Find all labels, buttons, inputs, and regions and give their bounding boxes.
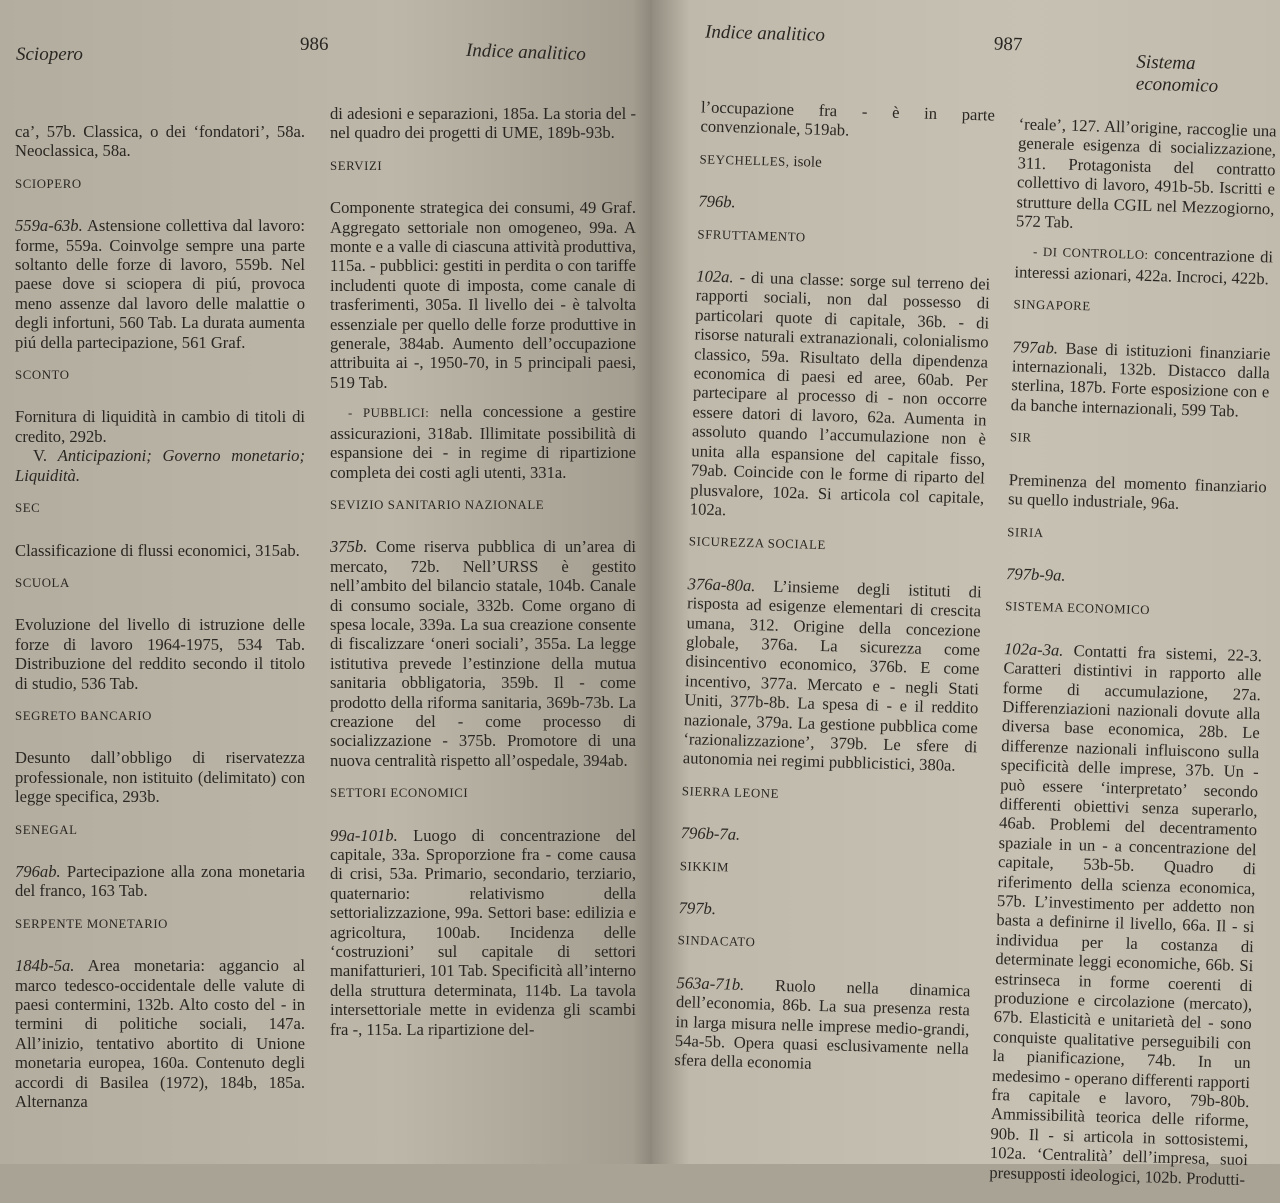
running-head-left: Sciopero bbox=[16, 44, 83, 65]
index-entry bbox=[15, 574, 305, 693]
entry-text: L’insieme degli istituti di risposta ad esigenze elementari di crescita umana, 312. Origine della concezione globale, 376a. La sicurezza come disincentivo economico, 376b. E come incentivo, 377a. Mercato e - negli Stati Uniti, 377b-8b. La spesa di - e il reddito nazionale, 379a. La gestione pubblica come ‘razionalizzazione’, 379b. Le sfere di autonomia nei regimi pubblicistici, 380a. bbox=[682, 575, 982, 776]
entry-heading-text: SEVIZIO SANITARIO NAZIONALE bbox=[330, 497, 545, 512]
entry-text: Ruolo nella dinamica dell’economia, 86b. La sua presenza resta in larga misura nelle imprese medio-grandi, 54a-5b. Opera quasi esclusivamente nella sfera della economia bbox=[674, 974, 971, 1074]
entry-body bbox=[690, 266, 991, 526]
entry-heading bbox=[15, 366, 305, 385]
entry-heading-text: SCUOLA bbox=[15, 575, 70, 590]
entry-body bbox=[700, 97, 995, 144]
index-entry bbox=[678, 857, 974, 926]
page-reference: 376a-80a. bbox=[687, 573, 756, 595]
entry-body bbox=[15, 615, 305, 693]
index-entry bbox=[15, 366, 305, 485]
page-reference: 797b. bbox=[678, 898, 717, 919]
entry-text: Astensione collettiva dal lavoro: forme, 559a. Coinvolge sempre una parte soltanto delle forze di lavoro, 559b. Nel paese dove si sciopera di piú, provoca meno assenze dal lavoro delle malattie o degli infortuni, 560 Tab. La durata aumenta piú della partecipazione, 561 Graf. bbox=[15, 216, 305, 352]
index-entry bbox=[683, 533, 983, 777]
entry-text: Desunto dall’obbligo di riservatezza professionale, non istituito (delimitato) con legge specifica, 293b. bbox=[15, 748, 305, 807]
entry-heading bbox=[330, 496, 636, 515]
page-reference: 797ab. bbox=[1012, 336, 1059, 358]
entry-heading-text: SINDACATO bbox=[677, 933, 756, 950]
entry-text: l’occupazione fra - è in parte convenzionale, 519ab. bbox=[700, 97, 996, 140]
entry-text: Componente strategica dei consumi, 49 Graf. Aggregato settoriale non omogeneo, 99a. A monte e a valle di ciascuna attività produttiva, 115a. - pubblici: gestiti in perdita o con tariffe includenti quote di imposta, come canale di trasferimenti, 305a. Il livello dei - è talvolta essenziale per quello delle forze produttive in generale, 384ab. Aumento dell’occupazione attribuita ai -, 1950-70, in 5 principali paesi, 519 Tab. bbox=[330, 198, 636, 392]
entry-heading bbox=[330, 784, 636, 803]
entry-text: Classificazione di flussi economici, 315ab. bbox=[15, 540, 300, 560]
left-page bbox=[0, 0, 652, 1164]
entry-text: Preminenza del momento finanziario su quello industriale, 96a. bbox=[1007, 469, 1267, 514]
see-also-prefix: V. bbox=[33, 446, 58, 466]
entry-heading bbox=[330, 157, 636, 176]
entry-body bbox=[330, 104, 636, 143]
entry-heading-text: SCIOPERO bbox=[15, 176, 82, 191]
page-reference: 797b-9a. bbox=[1005, 564, 1066, 585]
page-reference: 184b-5a. bbox=[15, 956, 75, 976]
entry-heading-text: SINGAPORE bbox=[1013, 297, 1092, 314]
entry-heading-text: SIRIA bbox=[1007, 524, 1044, 540]
entry-text: Evoluzione del livello di istruzione delle forze di lavoro 1964-1975, 534 Tab. Distribuzione del reddito secondo il titolo di studio, 536 Tab. bbox=[15, 615, 305, 693]
entry-body bbox=[15, 122, 305, 161]
entry-body bbox=[330, 537, 636, 770]
entry-body bbox=[683, 574, 982, 776]
page-reference: 559a-63b. bbox=[15, 216, 83, 236]
entry-body bbox=[330, 826, 636, 1039]
see-also-terms: Anticipazioni; Governo monetario; Liquidità. bbox=[15, 446, 305, 485]
index-entry bbox=[330, 104, 636, 143]
entry-body bbox=[698, 192, 992, 220]
entry-heading bbox=[1013, 295, 1271, 322]
entry-heading-text: SEC bbox=[15, 501, 41, 516]
entry-text: Base di istituzioni finanziarie internazionali, 132b. Distacco dalla sterlina, 187b. Forte esposizione con e da banche internazionali, 599 Tab. bbox=[1010, 338, 1271, 421]
entry-heading bbox=[15, 175, 305, 194]
sub-entry bbox=[330, 402, 636, 482]
entry-heading bbox=[1007, 523, 1265, 550]
entry-heading bbox=[677, 931, 971, 959]
index-entry bbox=[698, 150, 994, 219]
entry-heading bbox=[15, 574, 305, 593]
entry-heading-text: SERVIZI bbox=[330, 158, 383, 173]
entry-heading-text: SICUREZZA SOCIALE bbox=[688, 534, 827, 553]
index-entry bbox=[700, 97, 995, 144]
index-column bbox=[989, 114, 1277, 1203]
entry-text: Luogo di concentrazione del capitale, 33a. Sproporzione fra - come causa di crisi, 53a. Primario, secondario, terziario, quaternario: relativismo della settorializzazione, 99a. Settori base: edilizia e agricoltura, 100ab. Incidenza delle ‘costruzioni’ sul capitale di settori manifatturieri, 101 Tab. Specificità all’interno della struttura determinata, 114b. La tavola intersettoriale mette in evidenza gli scambi fra -, 115a. La ripartizione del- bbox=[330, 825, 636, 1039]
entry-heading bbox=[1010, 428, 1268, 455]
entry-heading bbox=[680, 857, 974, 885]
entry-heading bbox=[697, 225, 991, 253]
index-entry bbox=[330, 157, 636, 482]
entry-text: ‘reale’, 127. All’origine, raccoglie una generale esigenza di socializzazione, 311. Protagonista del contratto collettivo di lavoro, 491b-5b. Iscritti e strutture della CGIL nel Mezzogiorno, 572 Tab. bbox=[1015, 114, 1277, 232]
entry-heading-text: SIKKIM bbox=[679, 858, 730, 875]
entry-body bbox=[15, 541, 305, 560]
entry-body bbox=[678, 898, 972, 926]
page-reference: 102a-3a. bbox=[1003, 638, 1064, 660]
index-column bbox=[674, 97, 995, 1092]
entry-heading-text: SCONTO bbox=[15, 368, 70, 383]
entry-text: Area monetaria: aggancio al marco tedesco-occidentale delle valute di paesi contermini, 132b. Alto costo del - in termini di politiche sociali, 147a. All’inizio, tentativo abortito di Unione monetaria europea, 160a. Contenuto degli accordi di Basilea (1972), 184b, 185a. Alternanza bbox=[15, 956, 305, 1112]
index-entry bbox=[15, 707, 305, 807]
entry-heading-text: SIERRA LEONE bbox=[681, 783, 780, 801]
index-column bbox=[330, 104, 636, 1053]
entry-body bbox=[680, 823, 974, 851]
entry-heading bbox=[15, 821, 305, 840]
entry-heading bbox=[689, 533, 983, 561]
page-reference: 796b. bbox=[698, 191, 736, 212]
entry-text: - di una classe: sorge sul terreno dei rapporti sociali, non dal possesso di particolari quote di capitale, 36b. - di risorse naturali extranazionali, colonialismo classico, 59a. Risultato della dipendenza economica di paesi ed aree, 60ab. Per partecipare al processo di - non occorre essere datori di lavoro, 62a. Aumenta in assoluto quando l’accumulazione non è unita alla espansione del capitale fisso, 79ab. Coincide con le forme di riparto del plusvalore, 102a. Si articola col capitale, 102a. bbox=[689, 267, 991, 520]
page-reference: 563a-71b. bbox=[676, 972, 745, 994]
index-entry bbox=[15, 122, 305, 161]
running-head-right: Sistema economico bbox=[1135, 51, 1219, 97]
index-entry bbox=[330, 784, 636, 1039]
sub-entry-heading: - PUBBLICI: bbox=[348, 406, 430, 421]
page-reference: 796b-7a. bbox=[680, 823, 741, 844]
index-entry bbox=[674, 931, 972, 1078]
index-entry bbox=[1006, 523, 1266, 591]
entry-body bbox=[1016, 114, 1277, 238]
entry-heading-text: SISTEMA ECONOMICO bbox=[1005, 599, 1151, 618]
entry-heading-text: SFRUTTAMENTO bbox=[697, 226, 806, 245]
entry-body bbox=[330, 198, 636, 392]
entry-body bbox=[15, 862, 305, 901]
entry-heading bbox=[1005, 597, 1263, 624]
sub-entry-heading: - DI CONTROLLO: bbox=[1032, 245, 1149, 263]
index-entry bbox=[15, 175, 305, 352]
entry-body bbox=[15, 748, 305, 806]
index-entry bbox=[1008, 428, 1268, 515]
index-column bbox=[15, 122, 305, 1125]
index-entry bbox=[15, 821, 305, 901]
page-number: 986 bbox=[300, 34, 329, 55]
entry-body bbox=[989, 639, 1262, 1189]
entry-body bbox=[1006, 564, 1264, 591]
see-also bbox=[15, 446, 305, 485]
entry-text: ca’, 57b. Classica, o dei ‘fondatori’, 58a. Neoclassica, 58a. bbox=[15, 122, 305, 161]
sub-entry bbox=[1014, 241, 1273, 289]
entry-text: Partecipazione alla zona monetaria del franco, 163 Tab. bbox=[15, 861, 305, 901]
entry-body bbox=[1008, 470, 1267, 516]
entry-heading bbox=[699, 150, 993, 178]
index-entry bbox=[330, 496, 636, 770]
entry-heading bbox=[15, 707, 305, 726]
page-reference: 102a. bbox=[696, 266, 734, 287]
entry-text: di adesioni e separazioni, 185a. La storia del - nel quadro dei progetti di UME, 189b-93b. bbox=[330, 104, 636, 143]
entry-heading bbox=[15, 915, 305, 934]
page-number: 987 bbox=[993, 33, 1023, 56]
index-entry bbox=[1011, 295, 1272, 421]
entry-body bbox=[674, 973, 971, 1078]
page-reference: 375b. bbox=[330, 537, 368, 557]
entry-body bbox=[15, 407, 305, 446]
entry-heading bbox=[15, 499, 305, 518]
entry-heading-text: SENEGAL bbox=[15, 822, 78, 837]
entry-heading bbox=[682, 782, 976, 810]
entry-body bbox=[1011, 337, 1271, 422]
entry-text: Contatti fra sistemi, 22-3. Caratteri distintivi in rapporto alle forme di accumulazione, 27a. Differenziazioni nazionali dovute alla diversa base economica, 28b. Le differenze nazionali influiscono sulla specificità delle imprese, 37b. Un - può essere ‘interpretato’ secondo differenti obiettivi senza superarlo, 46ab. Problemi del decentramento spaziale in un - a concentrazione del capitale, 53b-5b. Quadro di riferimento della scienza economica, 57b. L’investimento per addetto non basta a definirne il livello, 66a. Il - si individua per la costanza di determinate leggi economiche, 66b. Si estrinseca in forme coerenti di produzione e circolazione (mercato), 67b. Elasticità e unitarietà del - sono conquiste qualitative perseguibili con la pianificazione, 74b. In un medesimo - operano differenti rapporti fra capitale e lavoro, 79b-80b. Ammissibilità teorica delle riforme, 90b. Il - si articola in sottosistemi, 102a. ‘Centralità’ dell’impresa, suoi presupposti ideologici, 102b. Produtti- bbox=[989, 640, 1263, 1189]
page-reference: 99a-101b. bbox=[330, 825, 398, 845]
index-entry bbox=[1014, 114, 1277, 288]
entry-body bbox=[15, 216, 305, 352]
entry-body bbox=[15, 956, 305, 1111]
page-reference: 796ab. bbox=[15, 861, 61, 881]
index-entry bbox=[690, 225, 992, 527]
index-entry bbox=[680, 782, 976, 851]
entry-heading-text: SEGRETO BANCARIO bbox=[15, 708, 152, 723]
index-entry bbox=[989, 597, 1263, 1189]
sub-entry-text: nella concessione a gestire assicurazioni, 318ab. Illimitate possibilità di espansione dei - in regime di ripartizione completa dei costi agli utenti, 331a. bbox=[330, 402, 636, 482]
running-head-right: Indice analitico bbox=[465, 39, 587, 66]
entry-text: Come riserva pubblica di un’area di mercato, 72b. Nell’URSS è gestito nell’ambito del bilancio statale, 104b. Canale di consumo sociale, 332b. Come organo di spesa locale, 339a. La sua creazione consente di fiscalizzare ‘oneri sociali’, 355a. La legge istitutiva prevede l’estinzione della mutua sanitaria obbligatoria, 359b. Il - come prodotto della riforma sanitaria, 369b-73b. La creazione del - come processo di socializzazione - 375b. Promotore di una nuova centralità rispetto all’ospedale, 394ab. bbox=[330, 537, 636, 770]
entry-heading-suffix: isole bbox=[789, 153, 822, 171]
entry-heading-text: SEYCHELLES, bbox=[699, 152, 790, 169]
entry-text: Fornitura di liquidità in cambio di titoli di credito, 292b. bbox=[15, 407, 305, 446]
entry-heading-text: SETTORI ECONOMICI bbox=[330, 786, 469, 801]
sub-entry-text: concentrazione di interessi azionari, 422a. Incroci, 422b. bbox=[1014, 244, 1274, 289]
right-page bbox=[652, 0, 1280, 1189]
index-entry bbox=[15, 915, 305, 1112]
running-head-left: Indice analitico bbox=[704, 21, 826, 46]
entry-heading-text: SIR bbox=[1009, 430, 1032, 446]
entry-heading-text: SERPENTE MONETARIO bbox=[15, 916, 169, 931]
index-entry bbox=[15, 499, 305, 560]
